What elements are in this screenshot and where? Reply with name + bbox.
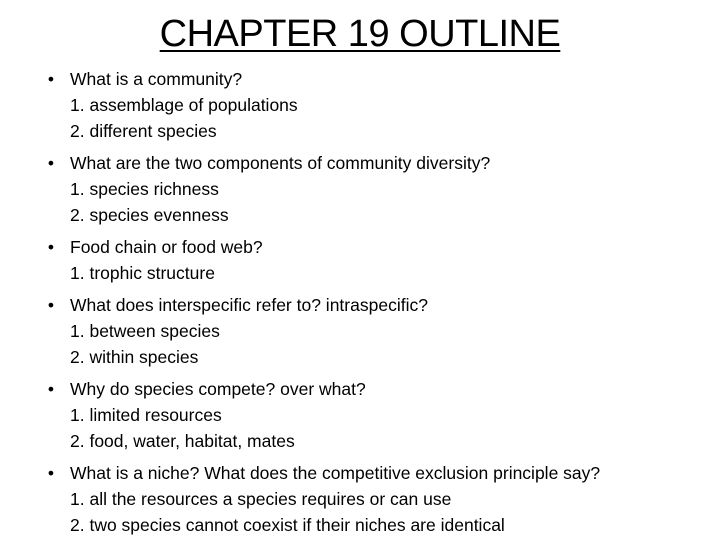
answer-text: 1. limited resources — [70, 405, 222, 425]
answer-text: 1. assemblage of populations — [70, 95, 298, 115]
bullet-icon: • — [47, 153, 55, 173]
question-text: Why do species compete? over what? — [70, 379, 366, 399]
answer-text: 2. food, water, habitat, mates — [70, 431, 295, 451]
bullet-icon: • — [47, 463, 55, 483]
outline-list — [0, 66, 720, 544]
answer-text: 1. trophic structure — [70, 263, 215, 283]
bullet-icon: • — [47, 237, 55, 257]
slide-title: CHAPTER 19 OUTLINE — [159, 13, 561, 55]
question-text: What are the two components of community diversity? — [70, 153, 491, 173]
answer-text: 1. all the resources a species requires or can use — [70, 489, 452, 509]
list-item — [0, 292, 720, 370]
answer-text: 2. different species — [70, 121, 217, 141]
bullet-icon: • — [47, 379, 55, 399]
answer-text: 1. between species — [70, 321, 220, 341]
list-item — [0, 150, 720, 228]
question-text: What is a niche? What does the competitive exclusion principle say? — [70, 463, 601, 483]
question-text: What is a community? — [70, 69, 243, 89]
answer-text: 1. species richness — [70, 179, 219, 199]
question-text: What does interspecific refer to? intraspecific? — [70, 295, 428, 315]
bullet-icon: • — [47, 69, 55, 89]
answer-text: 2. two species cannot coexist if their niches are identical — [70, 515, 505, 535]
list-item — [0, 460, 720, 538]
bullet-icon: • — [47, 295, 55, 315]
list-item — [0, 376, 720, 454]
answer-text: 2. within species — [70, 347, 199, 367]
question-text: Food chain or food web? — [70, 237, 263, 257]
list-item — [0, 66, 720, 144]
list-item — [0, 234, 720, 286]
answer-text: 2. species evenness — [70, 205, 229, 225]
